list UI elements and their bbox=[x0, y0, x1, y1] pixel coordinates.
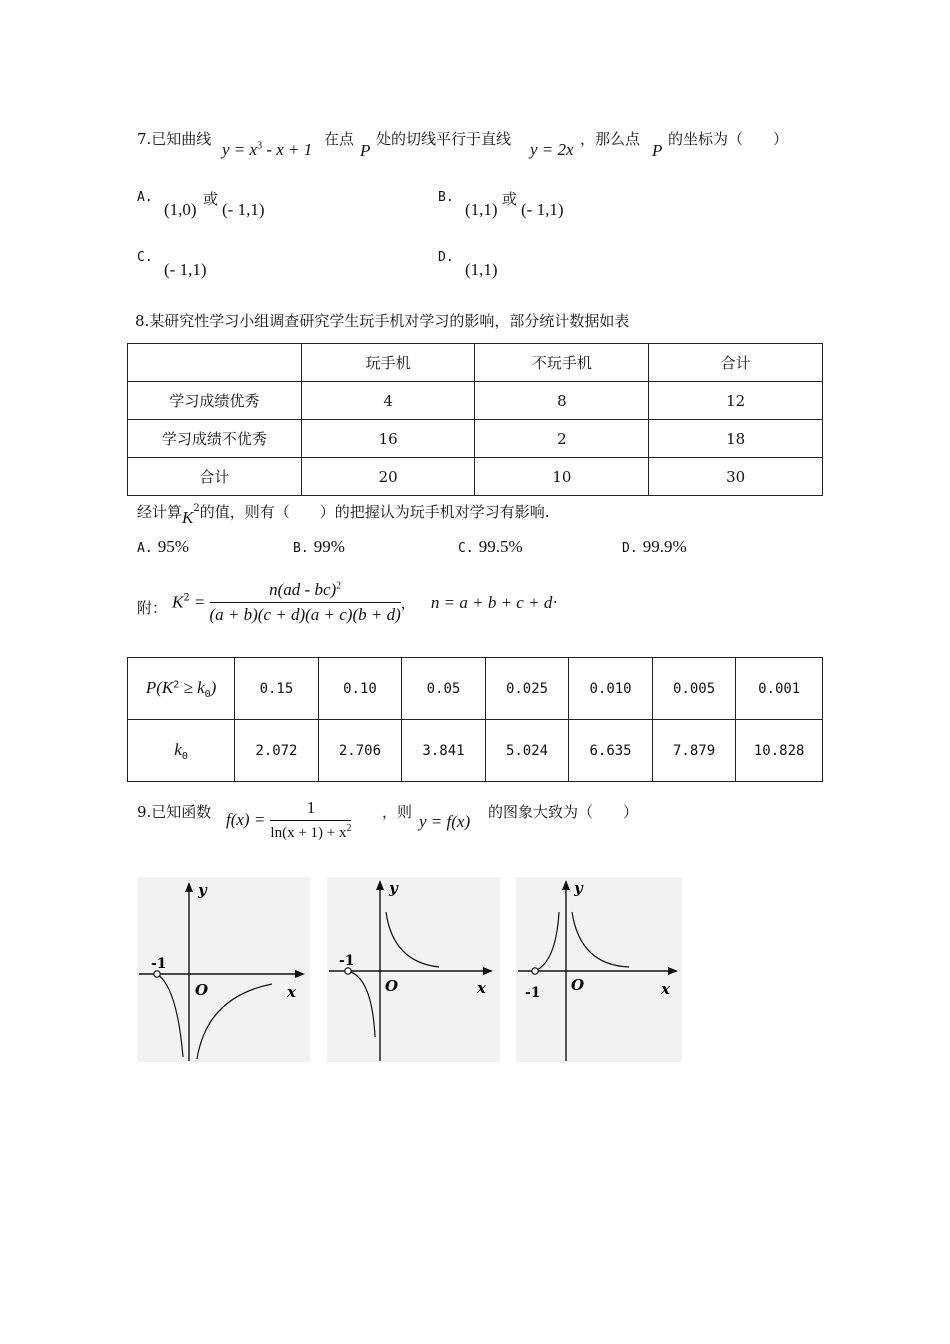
q7-option-c-label: C. bbox=[137, 250, 153, 265]
table-cell: 学习成绩优秀 bbox=[128, 382, 302, 420]
q7-option-b-label: B. bbox=[438, 190, 454, 205]
table-cell: 7.879 bbox=[652, 720, 736, 782]
row1-label-tail: ≥ k bbox=[179, 677, 205, 697]
table-row bbox=[128, 720, 823, 782]
graph-c bbox=[516, 877, 682, 1062]
q7-mid3-text: ，那么点 bbox=[580, 130, 641, 148]
table-cell: 10.828 bbox=[736, 720, 823, 782]
critical-value-table bbox=[127, 657, 823, 782]
q7-option-b-or: 或 bbox=[502, 190, 518, 208]
q8-choice-c-label: C. bbox=[458, 541, 474, 556]
q7-line bbox=[530, 140, 574, 160]
table-cell: 0.005 bbox=[652, 658, 736, 720]
q8-stem: 8.某研究性学习小组调查研究学生玩手机对学习的影响，部分统计数据如表 bbox=[135, 312, 630, 330]
q7-option-a-value: (1,0) bbox=[164, 200, 197, 219]
q8-after-text bbox=[137, 501, 550, 527]
x-label: x bbox=[661, 980, 670, 998]
q7-option-b-value: (1,1) bbox=[465, 200, 498, 219]
q8-after-pre: 经计算 bbox=[137, 503, 183, 521]
q9-yfx: y = f(x) bbox=[419, 812, 471, 831]
y-label: y bbox=[574, 879, 583, 897]
table-cell: 6.635 bbox=[569, 720, 653, 782]
x-label: x bbox=[287, 983, 296, 1001]
table-cell: 20 bbox=[301, 458, 475, 496]
q8-stats-table bbox=[127, 343, 823, 496]
origin-label: O bbox=[571, 976, 585, 994]
q7-point2-text: P bbox=[652, 141, 663, 160]
graph-c-bg bbox=[516, 877, 682, 1062]
table-header-cell: 玩手机 bbox=[301, 344, 475, 382]
q9-numerator: 1 bbox=[270, 798, 351, 821]
table-cell: 0.10 bbox=[318, 658, 402, 720]
q7-option-b-value2: (- 1,1) bbox=[521, 200, 564, 219]
q7-curve-exp: 3 bbox=[257, 140, 263, 152]
table-cell: 3.841 bbox=[402, 720, 486, 782]
neg-one-label: -1 bbox=[525, 985, 541, 1001]
table-row bbox=[128, 344, 823, 382]
table-row bbox=[128, 420, 823, 458]
formula-numerator bbox=[210, 580, 401, 603]
row1-label: P(K bbox=[145, 677, 174, 697]
neg-one-label: -1 bbox=[339, 953, 355, 969]
table-cell: 0.05 bbox=[402, 658, 486, 720]
formula-denominator: (a + b)(c + d)(a + c)(b + d) bbox=[209, 605, 401, 624]
table-cell: 合计 bbox=[128, 458, 302, 496]
q8-choice-d-value: 99.9% bbox=[642, 537, 687, 556]
table-cell: 2.706 bbox=[318, 720, 402, 782]
q7-prefix: 7.已知曲线 bbox=[137, 130, 212, 148]
q9-function bbox=[226, 798, 351, 842]
q8-choice-c bbox=[458, 537, 523, 557]
x-label: x bbox=[477, 979, 486, 997]
q7-point bbox=[360, 141, 370, 161]
table-cell: 16 bbox=[301, 420, 475, 458]
q9-suffix: 的图象大致为（ ） bbox=[488, 803, 639, 821]
table-row bbox=[128, 458, 823, 496]
table-cell: 2 bbox=[475, 420, 649, 458]
q7-mid1-text: 在点 bbox=[324, 130, 355, 148]
formula-fraction bbox=[210, 580, 401, 625]
row2-label-sub: 0 bbox=[181, 750, 188, 762]
q7-point-text: P bbox=[360, 141, 371, 160]
formula-lhs: K bbox=[172, 592, 184, 612]
table-cell: 0.025 bbox=[485, 658, 569, 720]
q7-option-d-value: (1,1) bbox=[465, 260, 498, 279]
table-cell: 0.001 bbox=[736, 658, 823, 720]
row2-label: k bbox=[174, 739, 182, 759]
q8-choice-c-value: 99.5% bbox=[478, 537, 523, 556]
q9-fraction bbox=[270, 798, 351, 842]
q9-denominator bbox=[270, 821, 351, 842]
formula-num-text: n(ad - bc) bbox=[269, 580, 337, 599]
q7-mid2-text: 处的切线平行于直线 bbox=[376, 130, 512, 148]
q9-den-exp: 2 bbox=[346, 823, 352, 834]
q7-option-a-label: A. bbox=[137, 190, 153, 205]
q7-option-c-value: (- 1,1) bbox=[164, 260, 207, 279]
q8-after-post: 的值，则有（ ）的把握认为玩手机对学习有影响. bbox=[199, 503, 550, 521]
formula-lhs-exp: 2 bbox=[183, 592, 190, 604]
graph-b-bg bbox=[327, 877, 500, 1062]
q8-choice-a-value: 95% bbox=[157, 537, 189, 556]
graph-a bbox=[137, 877, 310, 1062]
q9-mid: ，则 bbox=[382, 803, 413, 821]
q7-line-text: y = 2x bbox=[530, 140, 574, 159]
q7-curve-tail: - x + 1 bbox=[262, 140, 313, 159]
q8-after-k: K bbox=[182, 508, 194, 527]
q9-den-text: ln(x + 1) + x bbox=[270, 825, 347, 841]
q8-choice-d-label: D. bbox=[622, 541, 638, 556]
q8-choice-b-value: 99% bbox=[313, 537, 345, 556]
table-cell: 学习成绩不优秀 bbox=[128, 420, 302, 458]
table-cell: 30 bbox=[649, 458, 823, 496]
q7-mid1 bbox=[324, 128, 354, 149]
row1-label-close: ) bbox=[210, 677, 217, 697]
open-point-icon bbox=[532, 968, 538, 974]
q7-suffix bbox=[668, 128, 788, 149]
q8-choice-d bbox=[622, 537, 687, 557]
table-header-cell bbox=[128, 344, 302, 382]
formula-n: n = a + b + c + d bbox=[430, 592, 553, 612]
q8-after-k-exp: 2 bbox=[193, 503, 200, 514]
q7-mid3 bbox=[580, 128, 640, 149]
q7-option-a-value2: (- 1,1) bbox=[222, 200, 265, 219]
q7-option-d-label: D. bbox=[438, 250, 454, 265]
q7-mid2 bbox=[376, 128, 511, 149]
formula-num-exp: 2 bbox=[336, 580, 342, 592]
table-row bbox=[128, 658, 823, 720]
table-header-cell: 合计 bbox=[649, 344, 823, 382]
origin-label: O bbox=[195, 981, 209, 999]
table-cell: 10 bbox=[475, 458, 649, 496]
y-label: y bbox=[389, 879, 398, 897]
q8-note-label: 附： bbox=[137, 599, 168, 617]
row1-label-sub: 0 bbox=[204, 688, 211, 700]
row1-label-exp: 2 bbox=[173, 678, 180, 690]
q9-prefix: 9.已知函数 bbox=[137, 803, 212, 821]
q7-suffix-text: 的坐标为（ ） bbox=[668, 130, 789, 148]
graph-b bbox=[327, 877, 500, 1062]
y-label: y bbox=[198, 881, 207, 899]
formula-sep: ， bbox=[400, 594, 416, 612]
q8-formula bbox=[172, 580, 558, 625]
q8-choice-b bbox=[293, 537, 345, 557]
q7-curve bbox=[222, 140, 312, 160]
q7-stem bbox=[137, 128, 211, 149]
table-row-label bbox=[128, 658, 235, 720]
table-row bbox=[128, 382, 823, 420]
table-cell: 0.010 bbox=[569, 658, 653, 720]
q7-curve-text: y = x bbox=[222, 140, 258, 159]
table-cell: 0.15 bbox=[235, 658, 319, 720]
q7-option-a-or: 或 bbox=[203, 190, 219, 208]
origin-label: O bbox=[385, 977, 399, 995]
neg-one-label: -1 bbox=[151, 956, 167, 972]
table-cell: 5.024 bbox=[485, 720, 569, 782]
table-cell: 12 bbox=[649, 382, 823, 420]
table-cell: 4 bbox=[301, 382, 475, 420]
q8-choice-b-label: B. bbox=[293, 541, 309, 556]
table-cell: 2.072 bbox=[235, 720, 319, 782]
table-cell: 18 bbox=[649, 420, 823, 458]
q8-choice-a-label: A. bbox=[137, 541, 153, 556]
table-header-cell: 不玩手机 bbox=[475, 344, 649, 382]
formula-end: · bbox=[552, 592, 558, 612]
q7-point2 bbox=[652, 141, 662, 161]
formula-eq: = bbox=[194, 592, 205, 612]
table-row-label bbox=[128, 720, 235, 782]
q9-fx: f(x) = bbox=[226, 810, 266, 829]
table-cell: 8 bbox=[475, 382, 649, 420]
q8-choice-a bbox=[137, 537, 189, 557]
